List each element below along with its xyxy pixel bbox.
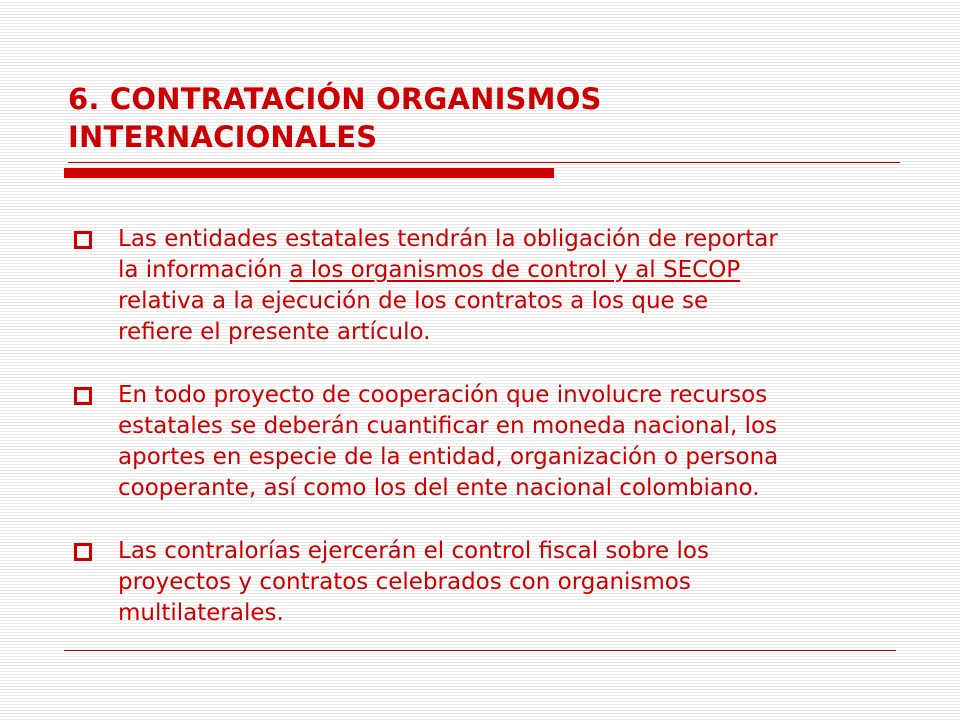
hollow-square-bullet-icon: [74, 543, 92, 561]
underlined-phrase: a los organismos de control y al SECOP: [289, 257, 741, 283]
footer-divider: [64, 650, 896, 651]
slide-title-line-2: INTERNACIONALES: [68, 120, 378, 154]
slide-title-line-1: 6. CONTRATACIÓN ORGANISMOS: [68, 82, 602, 116]
hollow-square-bullet-icon: [74, 231, 92, 249]
bullet-text: En todo proyecto de cooperación que involucre recursos estatales se deberán cuantificar en moneda nacional, los aportes en especie de la entidad, organización o persona cooperante, así como los del ente nacional colombiano.: [118, 382, 779, 501]
title-underline-thin: [68, 162, 900, 163]
bullet-text: Las contralorías ejercerán el control fiscal sobre los proyectos y contratos celebrados con organismos multilaterales.: [118, 538, 709, 626]
bullet-text: Las entidades estatales tendrán la obligación de reportar la información a los organismos de control y al SECOP relativa a la ejecución de los contratos a los que se refiere el presente artículo.: [118, 226, 778, 345]
hollow-square-bullet-icon: [74, 387, 92, 405]
slide-title: [68, 80, 888, 156]
title-underline-bar: [64, 168, 554, 178]
